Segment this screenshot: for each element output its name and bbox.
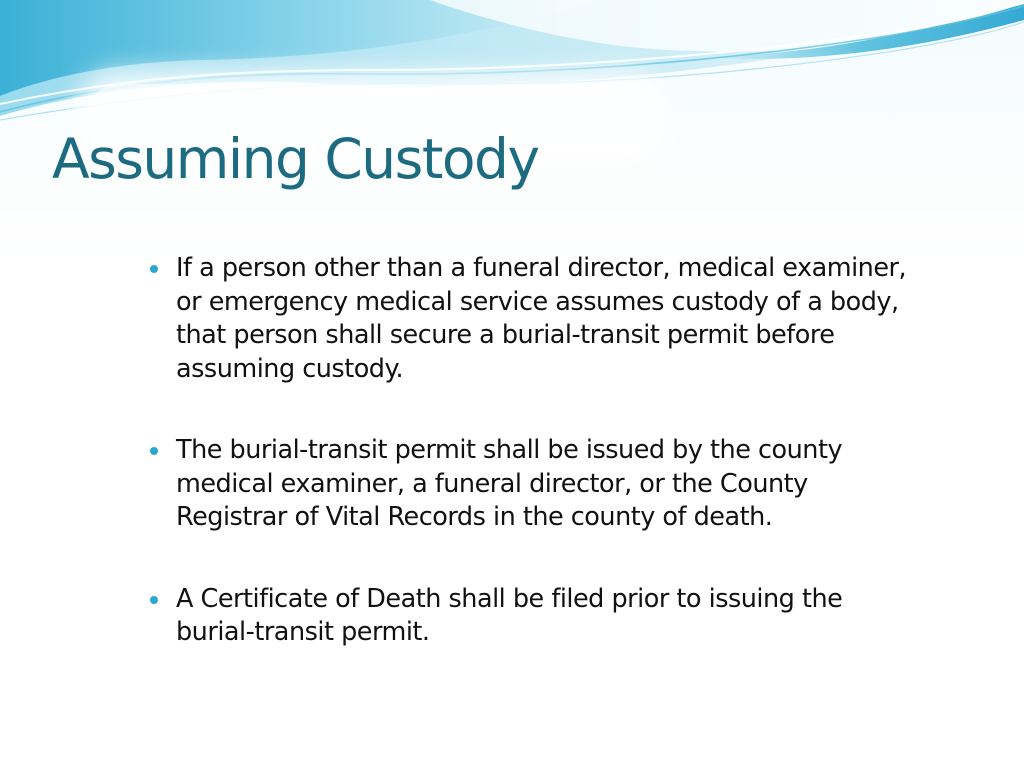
bullet-text: If a person other than a funeral director, medical examiner, or emergency medical service assumes custody of a body, that person shall secure a burial-transit permit before assuming custody.	[176, 253, 907, 384]
bullet-item	[148, 434, 918, 535]
bullet-item	[148, 583, 918, 650]
bullet-text: The burial-transit permit shall be issued by the county medical examiner, a funeral director, or the County Registrar of Vital Records in the county of death.	[176, 435, 843, 532]
bullet-item	[148, 252, 918, 386]
slide-title: Assuming Custody	[52, 127, 539, 191]
bullet-dot-icon	[150, 596, 158, 604]
bullet-list	[148, 252, 918, 698]
bullet-dot-icon	[150, 447, 158, 455]
bullet-dot-icon	[150, 265, 158, 273]
bullet-text: A Certificate of Death shall be filed prior to issuing the burial-transit permit.	[176, 583, 843, 647]
